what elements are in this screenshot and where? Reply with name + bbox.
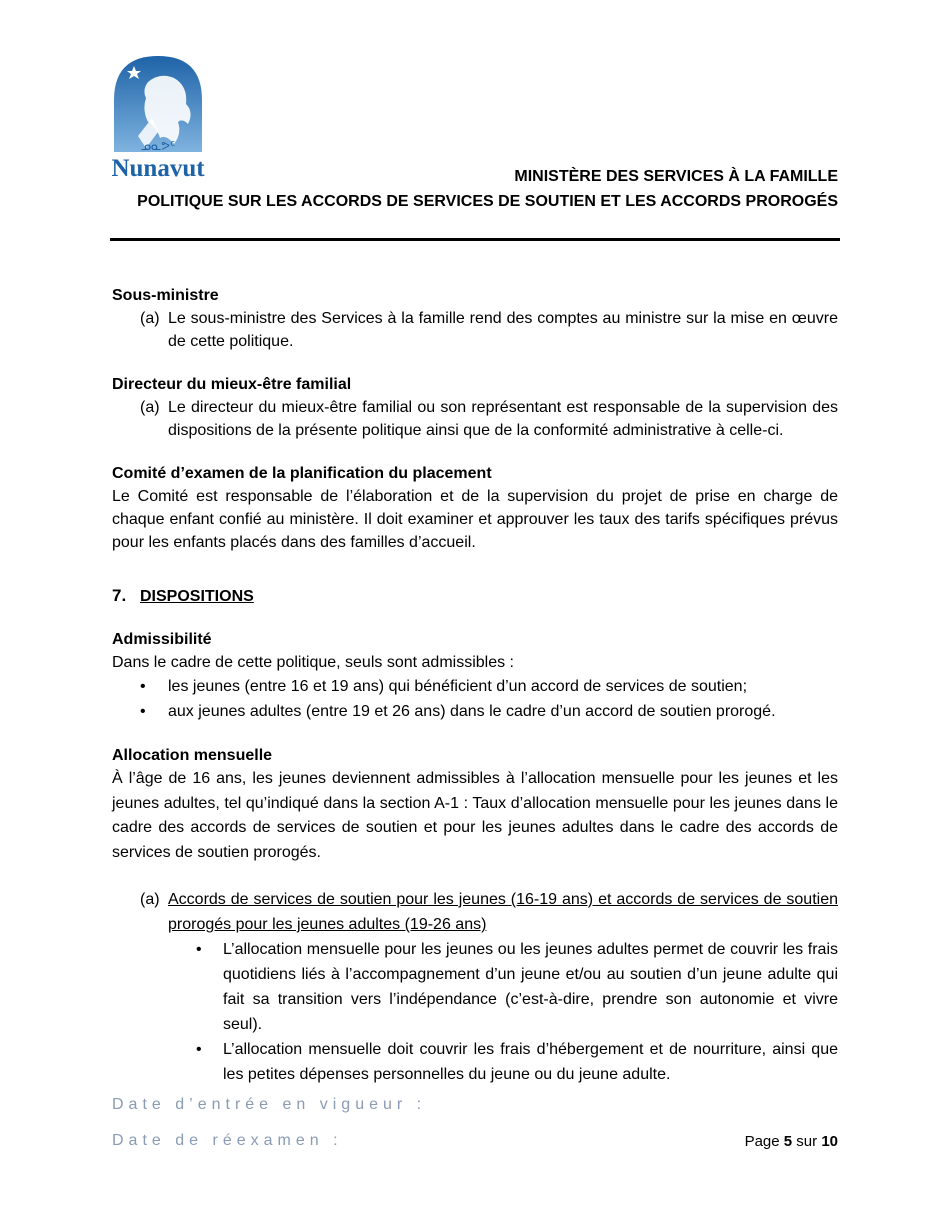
role-heading-director: Directeur du mieux-être familial — [112, 376, 352, 393]
nunavut-logo — [108, 52, 208, 180]
bullet-icon: • — [140, 678, 146, 695]
bullet-text: les jeunes (entre 16 et 19 ans) qui bénéficient d’un accord de services de soutien; — [168, 678, 748, 695]
role-heading-deputy-minister: Sous-ministre — [112, 287, 219, 304]
list-marker: (a) — [140, 891, 160, 908]
allowance-text: À l’âge de 16 ans, les jeunes deviennent admissibles à l’allocation mensuelle pour les jeunes et les jeunes adultes, tel qu’indiqué dans la section A-1 : Taux d’allocation mensuelle pour les jeunes dans le cadre des accords de services de soutien et pour les jeunes adultes dans le cadre des accords de services de soutien prorogés. — [112, 770, 838, 861]
total-pages: 10 — [821, 1133, 838, 1150]
ministry-title: MINISTÈRE DES SERVICES À LA FAMILLE — [514, 168, 838, 185]
bullet-text: L’allocation mensuelle pour les jeunes ou les jeunes adultes permet de couvrir les frais quotidiens liés à l’accompagnement d’un jeune et/ou au soutien d’un jeune adulte qui fait sa transition vers l’indépendance (c’est-à-dire, prendre son autonomie et vivre seul). — [223, 941, 838, 1033]
eligibility-intro: Dans le cadre de cette politique, seuls sont admissibles : — [112, 654, 514, 671]
allowance-subsection — [112, 887, 838, 937]
bullet-text: aux jeunes adultes (entre 19 et 26 ans) dans le cadre d’un accord de soutien prorogé. — [168, 703, 776, 720]
section-heading — [112, 584, 838, 608]
allowance-heading: Allocation mensuelle — [112, 747, 273, 764]
list-marker: (a) — [140, 310, 160, 327]
committee-heading: Comité d’examen de la planification du placement — [112, 465, 492, 482]
current-page: 5 — [783, 1133, 793, 1150]
svg-text:Nunavut: Nunavut — [111, 155, 205, 180]
eligibility-heading: Admissibilité — [112, 631, 212, 648]
bullet-icon: • — [196, 941, 202, 958]
list-item — [112, 1037, 838, 1087]
role-item-deputy-minister — [112, 307, 838, 353]
svg-text:ᓄᓇᕗᑦ: ᓄᓇᕗᑦ — [140, 139, 176, 153]
header-divider — [110, 238, 840, 241]
review-date-label: Date de réexamen : — [112, 1132, 343, 1149]
subsection-title: Accords de services de soutien pour les jeunes (16-19 ans) et accords de services de soutien prorogés pour les jeunes adultes (19-26 ans) — [168, 891, 838, 933]
list-item — [112, 699, 838, 724]
nunavut-crest-icon — [108, 52, 208, 180]
list-item — [112, 937, 838, 1037]
section-title: DISPOSITIONS — [140, 588, 254, 605]
role-text: Le sous-ministre des Services à la famille rend des comptes au ministre sur la mise en œuvre de cette politique. — [168, 310, 838, 350]
page-number: Page 5 sur 10 — [744, 1133, 838, 1150]
list-marker: (a) — [140, 399, 160, 416]
bullet-text: L’allocation mensuelle doit couvrir les frais d’hébergement et de nourriture, ainsi que les petites dépenses personnelles du jeune ou du jeune adulte. — [223, 1041, 838, 1083]
bullet-icon: • — [140, 703, 146, 720]
effective-date-label: Date d’entrée en vigueur : — [112, 1096, 427, 1113]
document-body — [112, 284, 838, 1087]
section-number: 7. — [112, 586, 127, 605]
list-item — [112, 674, 838, 699]
committee-text: Le Comité est responsable de l’élaboration et de la supervision du projet de prise en charge de chaque enfant confié au ministère. Il doit examiner et approuver les taux des tarifs spécifiques prévus pour les enfants placés dans des familles d’accueil. — [112, 488, 838, 551]
bullet-icon: • — [196, 1041, 202, 1058]
role-text: Le directeur du mieux-être familial ou son représentant est responsable de la supervision des dispositions de la présente politique ainsi que de la conformité administrative à celle-ci. — [168, 399, 838, 439]
role-item-director — [112, 396, 838, 442]
policy-title: POLITIQUE SUR LES ACCORDS DE SERVICES DE SOUTIEN ET LES ACCORDS PROROGÉS — [137, 193, 838, 210]
